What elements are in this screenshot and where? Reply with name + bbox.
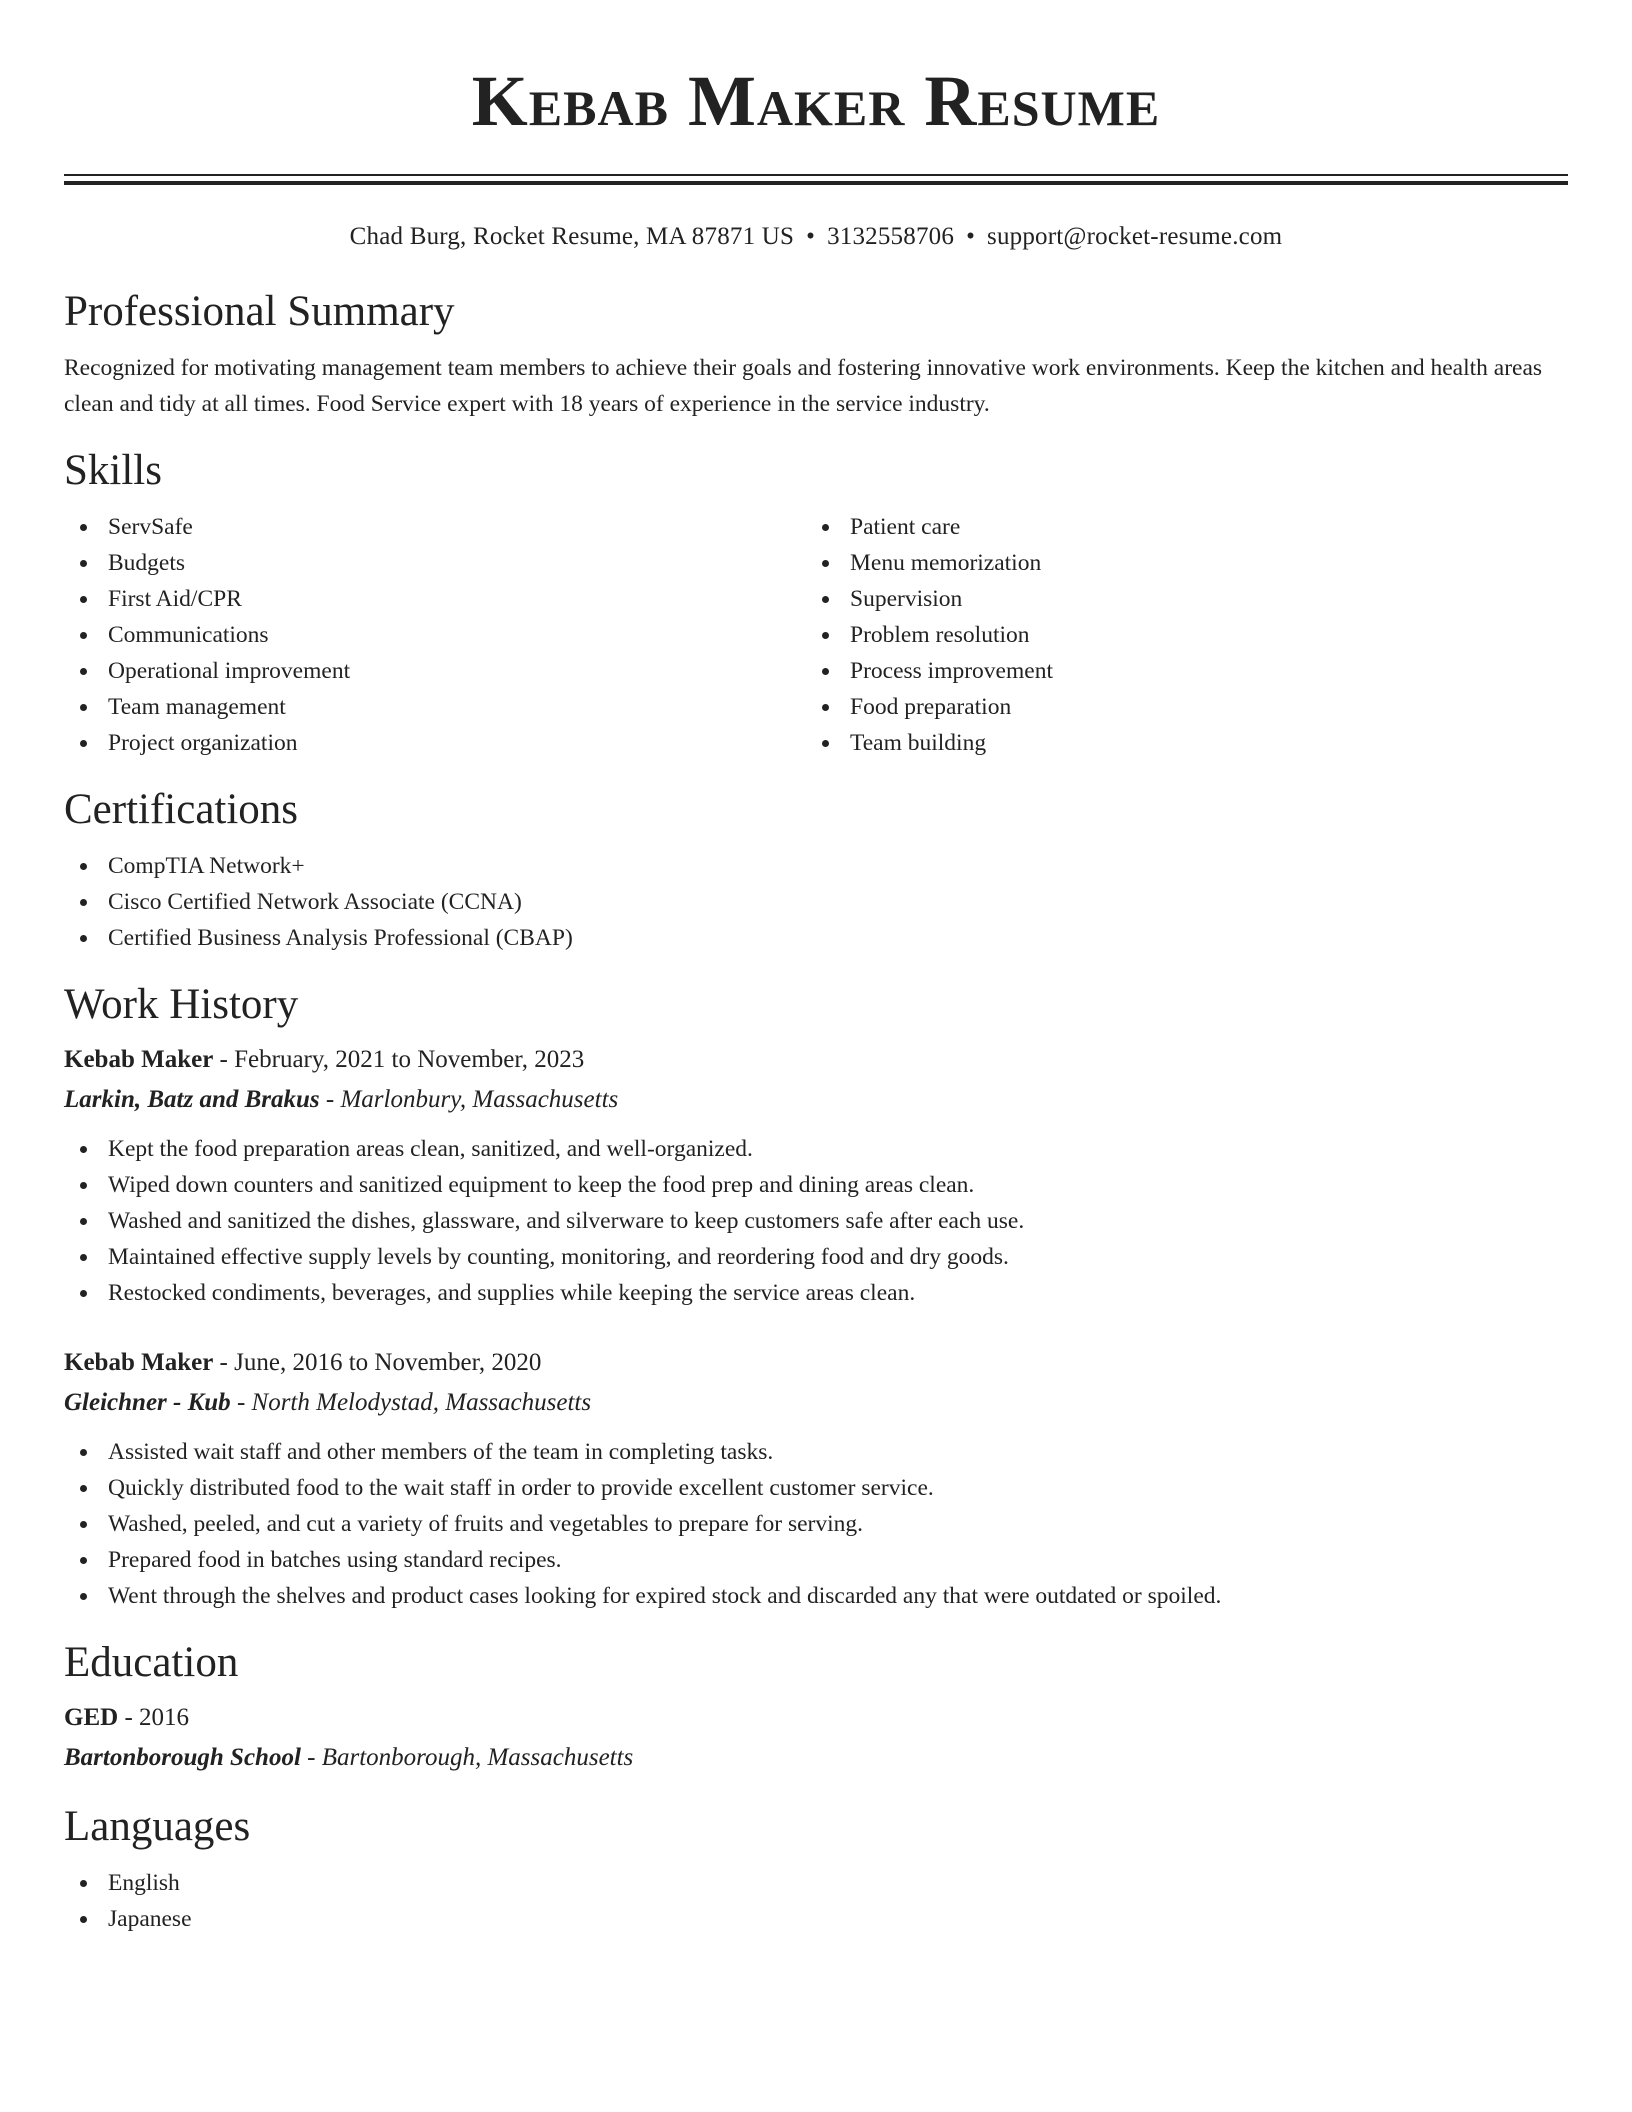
skill-item: Menu memorization — [806, 545, 1548, 581]
language-item: Japanese — [64, 1901, 1568, 1937]
skill-item: Budgets — [64, 545, 806, 581]
certification-item: Certified Business Analysis Professional (CBAP) — [64, 920, 1568, 956]
summary-text: Recognized for motivating management team members to achieve their goals and fostering innovative work environments. Keep the kitchen and health areas clean and tidy at all times. Food Service expert with 18 years of experience in the service industry. — [64, 355, 1543, 417]
contact-separator: • — [966, 223, 976, 250]
job-location: North Melodystad, Massachusetts — [251, 1389, 592, 1416]
job-dash: - — [230, 1389, 252, 1416]
job-bullets — [64, 1131, 1568, 1311]
job-bullets — [64, 1434, 1568, 1614]
skills-heading: Skills — [64, 447, 162, 494]
skill-item: Supervision — [806, 581, 1548, 617]
language-item: English — [64, 1865, 1568, 1901]
job-title: Kebab Maker — [64, 1046, 214, 1073]
education-year: 2016 — [139, 1704, 190, 1731]
job-title-line — [64, 1040, 1568, 1080]
job-bullet: Washed, peeled, and cut a variety of fruits and vegetables to prepare for serving. — [64, 1506, 1568, 1542]
job-bullet: Washed and sanitized the dishes, glassware, and silverware to keep customers safe after each use. — [64, 1203, 1568, 1239]
contact-email: support@rocket-resume.com — [987, 223, 1283, 250]
summary-heading: Professional Summary — [64, 288, 455, 335]
skills-column-left — [64, 509, 806, 761]
work-history-heading: Work History — [64, 981, 299, 1028]
certifications-list — [64, 848, 1568, 956]
job-dates: February, 2021 to November, 2023 — [234, 1046, 585, 1073]
job-entry — [64, 1343, 1568, 1614]
skill-item: Food preparation — [806, 689, 1548, 725]
title-double-rule — [64, 174, 1568, 185]
contact-line — [64, 220, 1568, 254]
contact-phone: 3132558706 — [827, 223, 955, 250]
skill-item: Operational improvement — [64, 653, 806, 689]
job-bullet: Went through the shelves and product cases looking for expired stock and discarded any that were outdated or spoiled. — [64, 1578, 1568, 1614]
education-entry — [64, 1698, 1568, 1778]
job-title: Kebab Maker — [64, 1349, 214, 1376]
skill-item: ServSafe — [64, 509, 806, 545]
education-school: Bartonborough School — [64, 1744, 301, 1771]
job-bullet: Restocked condiments, beverages, and supplies while keeping the service areas clean. — [64, 1275, 1568, 1311]
education-dash: - — [118, 1704, 140, 1731]
skill-item: Problem resolution — [806, 617, 1548, 653]
skill-item: Team management — [64, 689, 806, 725]
contact-separator: • — [806, 223, 816, 250]
job-bullet: Kept the food preparation areas clean, sanitized, and well-organized. — [64, 1131, 1568, 1167]
education-location: Bartonborough, Massachusetts — [321, 1744, 634, 1771]
job-company-line — [64, 1383, 1568, 1423]
job-bullet: Prepared food in batches using standard recipes. — [64, 1542, 1568, 1578]
education-dash: - — [300, 1744, 322, 1771]
job-title-line — [64, 1343, 1568, 1383]
job-dates: June, 2016 to November, 2020 — [234, 1349, 542, 1376]
education-heading: Education — [64, 1639, 239, 1686]
resume-title: Kebab Maker Resume — [471, 61, 1161, 141]
skills-list — [64, 509, 1568, 761]
job-location: Marlonbury, Massachusetts — [340, 1086, 619, 1113]
job-company-line — [64, 1080, 1568, 1120]
skill-item: Patient care — [806, 509, 1548, 545]
job-bullet: Assisted wait staff and other members of the team in completing tasks. — [64, 1434, 1568, 1470]
education-degree: GED — [64, 1704, 119, 1731]
job-dash: - — [319, 1086, 341, 1113]
skill-item: First Aid/CPR — [64, 581, 806, 617]
skill-item: Team building — [806, 725, 1548, 761]
skill-item: Communications — [64, 617, 806, 653]
certification-item: Cisco Certified Network Associate (CCNA) — [64, 884, 1568, 920]
job-bullet: Maintained effective supply levels by counting, monitoring, and reordering food and dry goods. — [64, 1239, 1568, 1275]
job-company: Larkin, Batz and Brakus — [64, 1086, 320, 1113]
contact-address: Chad Burg, Rocket Resume, MA 87871 US — [349, 223, 795, 250]
certifications-heading: Certifications — [64, 786, 299, 833]
job-bullet: Wiped down counters and sanitized equipment to keep the food prep and dining areas clean. — [64, 1167, 1568, 1203]
certification-item: CompTIA Network+ — [64, 848, 1568, 884]
job-dash: - — [213, 1349, 235, 1376]
job-company: Gleichner - Kub — [64, 1389, 231, 1416]
languages-heading: Languages — [64, 1803, 251, 1850]
education-school-line — [64, 1738, 1568, 1778]
education-degree-line — [64, 1698, 1568, 1738]
skill-item: Process improvement — [806, 653, 1548, 689]
skills-column-right — [806, 509, 1548, 761]
job-bullet: Quickly distributed food to the wait staff in order to provide excellent customer service. — [64, 1470, 1568, 1506]
languages-list — [64, 1865, 1568, 1937]
job-entry — [64, 1040, 1568, 1311]
job-dash: - — [213, 1046, 235, 1073]
skill-item: Project organization — [64, 725, 806, 761]
